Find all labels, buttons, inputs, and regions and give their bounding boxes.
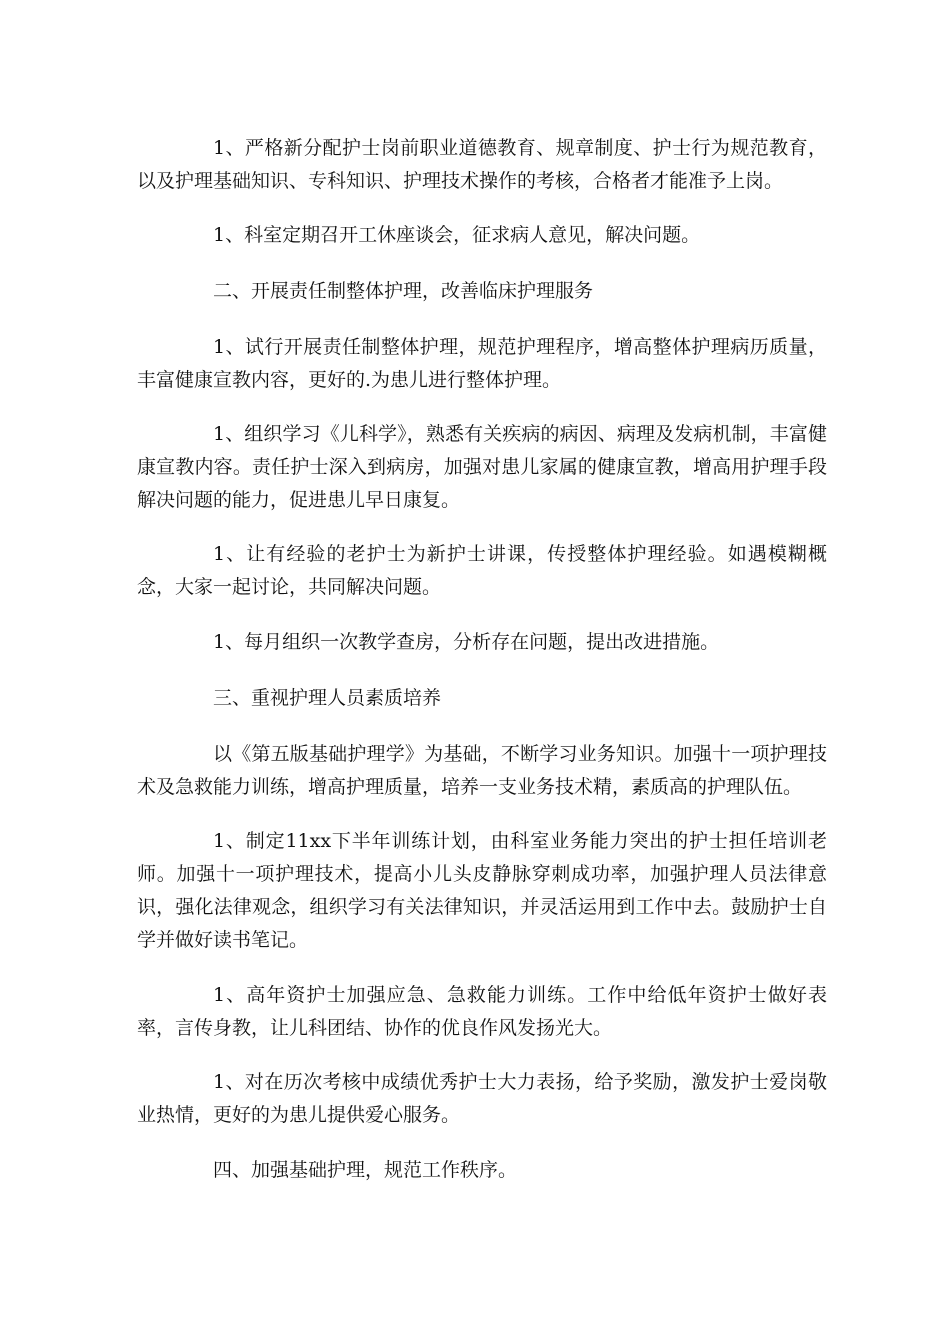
paragraph-9: 1、高年资护士加强应急、急救能力训练。工作中给低年资护士做好表率，言传身教，让儿科团结、协作的优良作风发扬光大。	[137, 984, 827, 1039]
paragraph-1: 1、严格新分配护士岗前职业道德教育、规章制度、护士行为规范教育，以及护理基础知识、专科知识、护理技术操作的考核，合格者才能准予上岗。	[137, 137, 827, 192]
paragraph-2: 1、科室定期召开工休座谈会，征求病人意见，解决问题。	[213, 224, 701, 246]
paragraph-3: 1、试行开展责任制整体护理，规范护理程序，增高整体护理病历质量，丰富健康宣教内容，更好的.为患儿进行整体护理。	[137, 336, 827, 391]
section-heading-3: 三、重视护理人员素质培养	[213, 687, 442, 709]
paragraph-5: 1、让有经验的老护士为新护士讲课，传授整体护理经验。如遇模糊概念，大家一起讨论，共同解决问题。	[137, 543, 827, 598]
paragraph-10: 1、对在历次考核中成绩优秀护士大力表扬，给予奖励，激发护士爱岗敬业热情，更好的为患儿提供爱心服务。	[137, 1071, 827, 1126]
paragraph-6: 1、每月组织一次教学查房，分析存在问题，提出改进措施。	[213, 631, 720, 653]
paragraph-7: 以《第五版基础护理学》为基础，不断学习业务知识。加强十一项护理技术及急救能力训练，增高护理质量，培养一支业务技术精，素质高的护理队伍。	[137, 743, 827, 798]
paragraph-4: 1、组织学习《儿科学》，熟悉有关疾病的病因、病理及发病机制，丰富健康宣教内容。责任护士深入到病房，加强对患儿家属的健康宣教，增高用护理手段解决问题的能力，促进患儿早日康复。	[137, 423, 827, 511]
section-heading-4: 四、加强基础护理，规范工作秩序。	[213, 1159, 518, 1181]
paragraph-8: 1、制定11xx下半年训练计划，由科室业务能力突出的护士担任培训老师。加强十一项护理技术，提高小儿头皮静脉穿刺成功率，加强护理人员法律意识，强化法律观念，组织学习有关法律知识，并灵活运用到工作中去。鼓励护士自学并做好读书笔记。	[137, 830, 827, 951]
section-heading-2: 二、开展责任制整体护理，改善临床护理服务	[213, 280, 594, 302]
